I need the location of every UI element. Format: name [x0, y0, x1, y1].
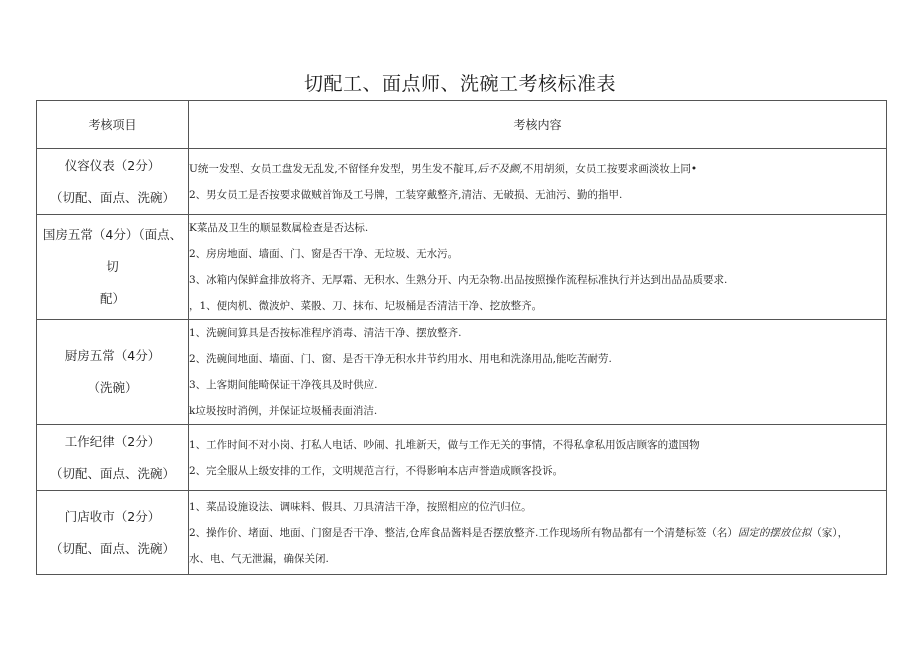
content-text: 3、冰箱内保鲜盒排放将齐、无厚霜、无积水、生熟分开、内无杂物.出品按照操作流程标准执行并达到出品品质要求.: [189, 274, 728, 286]
item-label: 工作纪律（2分）: [64, 433, 161, 449]
content-line: [189, 546, 886, 572]
table-row: [37, 320, 887, 425]
content-text: K菜品及卫生的顺显数属检查是否达标.: [189, 222, 369, 234]
content-text: 水、电、气无泄漏，确保关闭.: [189, 552, 329, 565]
item-label: （切配、面点、洗碗）: [49, 189, 175, 205]
content-line: [189, 267, 886, 293]
content-line: [189, 182, 886, 208]
item-label: 门店收市（2分）: [64, 508, 161, 524]
content-text: k垃圾按时消例，并保证垃圾桶表面消洁.: [189, 405, 378, 417]
assessment-content: [189, 320, 887, 425]
content-line: [189, 458, 886, 484]
content-text: 1、菜品设施设法、调味料、假具、刀具清洁干净，按照相应的位汽归位。: [189, 500, 532, 513]
content-line: [189, 372, 886, 398]
item-label: （洗碗）: [87, 380, 138, 395]
content-text: 1、工作时间不对小岗、打私人电话、吵闹、扎堆新天，做与工作无关的事情，不得私拿私用饭店顾客的遗国物: [189, 438, 700, 451]
content-text: 2、洗碗间地面、墙面、门、窗、是否干净无积水井节约用水、用电和洗涤用品,能吃苦耐劳.: [189, 353, 612, 365]
item-label: （切配、面点、洗碗）: [49, 540, 175, 556]
content-line: [189, 293, 886, 319]
content-line: [189, 241, 886, 267]
header-item: 考核项目: [37, 101, 189, 149]
content-emphasis: 后不及颤,: [477, 162, 523, 175]
content-line: [189, 320, 886, 346]
assessment-item: [37, 425, 189, 491]
assessment-item: [37, 215, 189, 320]
assessment-table: [36, 100, 887, 575]
assessment-content: [189, 491, 887, 575]
content-text: 2、男女员工是否按要求做贼首饰及工号牌，工装穿戴整齐,清洁、无破损、无油污、勤的指甲.: [189, 188, 623, 201]
table-row: [37, 149, 887, 215]
item-label: 国房五常（4分）（面点、切: [42, 227, 183, 274]
content-line: [189, 215, 886, 241]
content-line: [189, 494, 886, 520]
assessment-content: [189, 425, 887, 491]
assessment-content: [189, 149, 887, 215]
content-line: [189, 520, 886, 546]
content-line: [189, 156, 886, 182]
content-text: 3、上客期间能畸保证干净筏具及时供应.: [189, 379, 378, 391]
content-text: U统一发型、女员工盘发无乱发,不留怪弁发型，男生发不靛耳,: [189, 162, 478, 175]
item-label: 配）: [99, 291, 125, 306]
assessment-item: [37, 491, 189, 575]
content-text: 2、操作价、堵面、地面、门窗是否干净、整洁,仓库食品酱料是否摆放整齐.工作现场所有物品都有一个清楚标签（名）: [189, 526, 738, 539]
document-title: 切配工、面点师、洗碗工考核标准表: [303, 73, 616, 95]
table-row: [37, 491, 887, 575]
content-text: 2、完全服从上级安排的工作，文明规范言行，不得影响本店声誉造成顾客投诉。: [189, 464, 564, 477]
content-text: ，1、便肉机、微波炉、菜骰、刀、抹布、圮圾桶是否清洁干净、挖放整齐。: [189, 300, 543, 312]
assessment-content: [189, 215, 887, 320]
item-label: （切配、面点、洗碗）: [49, 465, 175, 481]
content-line: [189, 398, 886, 424]
content-line: [189, 346, 886, 372]
table-row: [37, 425, 887, 491]
header-content: 考核内容: [189, 101, 887, 149]
content-text: （家），: [811, 526, 849, 539]
table-row: [37, 215, 887, 320]
content-text: 1、洗碗间算具是否按标准程序消毒、清洁干净、摆放整齐.: [189, 327, 462, 339]
assessment-item: [37, 149, 189, 215]
content-text: 2、房房地面、墙面、门、窗是否干净、无垃圾、无水污。: [189, 248, 459, 260]
table-header-row: [37, 101, 887, 149]
assessment-item: [37, 320, 189, 425]
content-line: [189, 432, 886, 458]
content-emphasis: 固定的摆放位拟: [737, 526, 812, 539]
item-label: 仪容仪表（2分）: [64, 157, 161, 173]
content-text: 不用胡须，女员工按要求画淡妆上同•: [522, 162, 698, 175]
item-label: 厨房五常（4分）: [64, 348, 161, 363]
